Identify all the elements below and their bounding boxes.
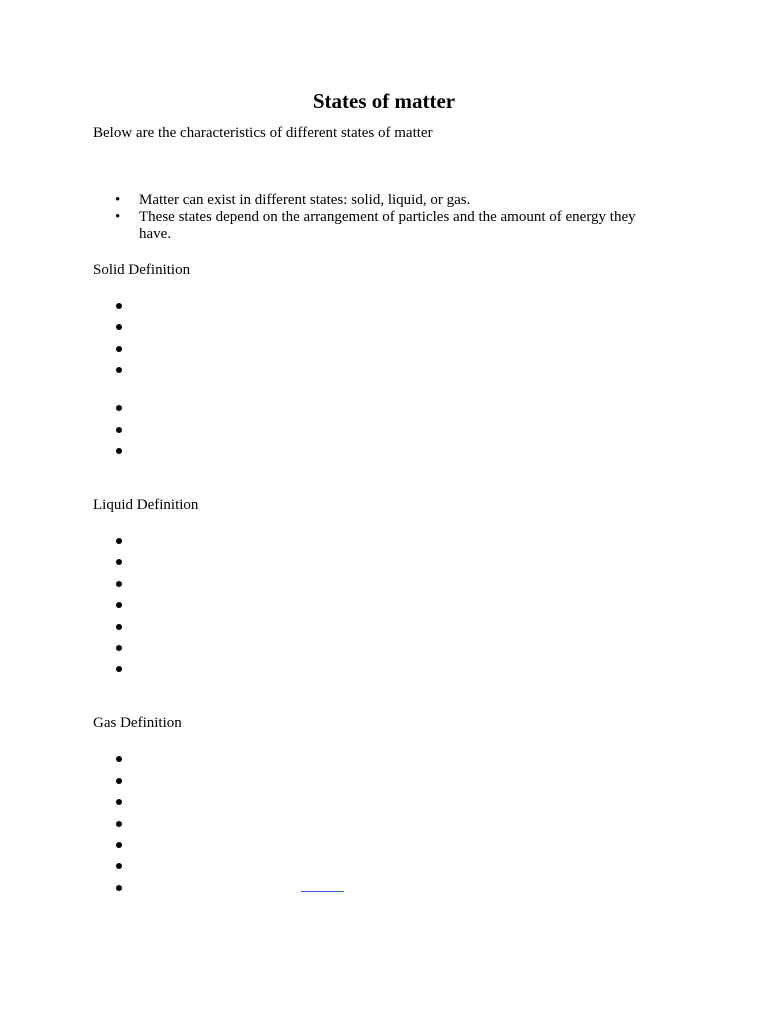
empty-bullet: [116, 303, 122, 309]
overview-list: [93, 192, 668, 243]
empty-bullet: [116, 602, 122, 608]
empty-bullet: [116, 821, 122, 827]
empty-bullet: [116, 645, 122, 651]
gas-section-heading: Gas Definition: [93, 715, 182, 731]
empty-bullet: [116, 756, 122, 762]
list-item: • Matter can exist in different states: solid, liquid, or gas.: [93, 192, 668, 209]
hyperlink-underline[interactable]: [301, 891, 344, 892]
empty-bullet: [116, 842, 122, 848]
solid-section-heading: Solid Definition: [93, 262, 191, 278]
empty-bullet: [116, 666, 122, 672]
empty-bullet: [116, 885, 122, 891]
list-item: • These states depend on the arrangement of particles and the amount of energy they have.: [93, 209, 668, 243]
empty-bullet: [116, 863, 122, 869]
empty-bullet: [116, 324, 122, 330]
empty-bullet: [116, 367, 122, 373]
empty-bullet: [116, 778, 122, 784]
empty-bullet: [116, 559, 122, 565]
empty-bullet: [116, 538, 122, 544]
empty-bullet: [116, 405, 122, 411]
empty-bullet: [116, 581, 122, 587]
page-title: States of matter: [312, 89, 456, 113]
intro-text: Below are the characteristics of different states of matter: [93, 125, 433, 141]
empty-bullet: [116, 346, 122, 352]
empty-bullet: [116, 624, 122, 630]
empty-bullet: [116, 427, 122, 433]
liquid-section-heading: Liquid Definition: [93, 497, 199, 513]
empty-bullet: [116, 799, 122, 805]
empty-bullet: [116, 448, 122, 454]
